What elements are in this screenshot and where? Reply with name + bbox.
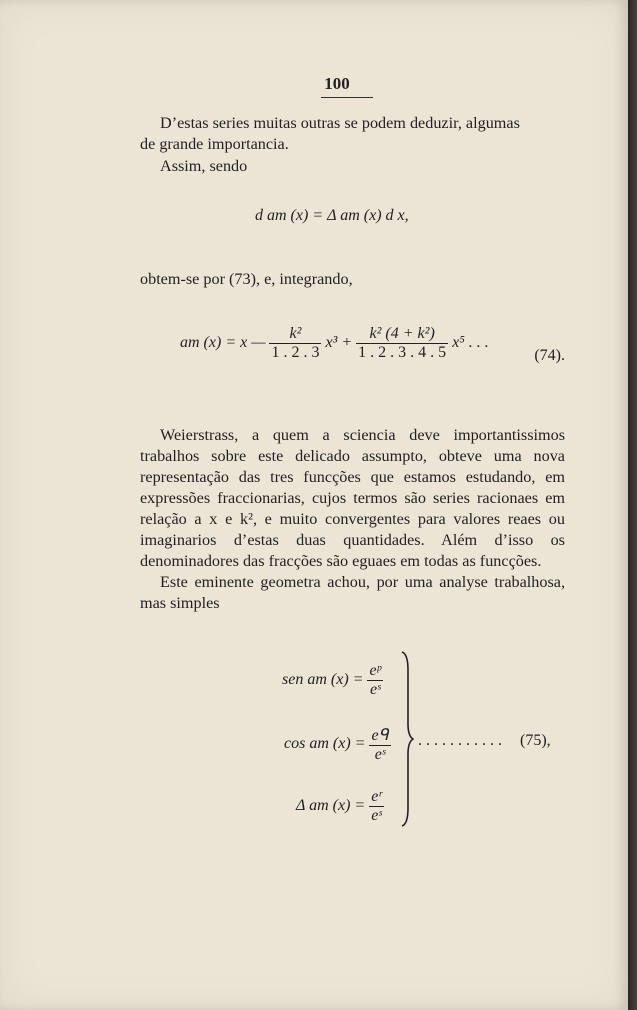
equation-75-label: (75), bbox=[520, 732, 551, 749]
eq74-x3-term: x³ + bbox=[325, 334, 353, 352]
paragraph-3: obtem-se por (73), e, integrando, bbox=[140, 270, 353, 288]
eq75-delta-numerator: eʳ bbox=[371, 788, 382, 805]
eq75-delta-fraction bbox=[369, 788, 384, 825]
page-number-rule bbox=[321, 97, 373, 98]
paragraph-1-line-2: de grande importancia. bbox=[140, 135, 289, 153]
equation-differential: d am (x) = Δ am (x) d x, bbox=[255, 207, 409, 224]
eq75-delta-denominator: eˢ bbox=[371, 807, 382, 824]
eq75-sen-line bbox=[282, 662, 383, 699]
eq75-cos-denominator: eˢ bbox=[374, 746, 386, 763]
equation-75 bbox=[270, 650, 570, 830]
eq74-fraction-1 bbox=[269, 325, 321, 362]
page-number: 100 bbox=[324, 74, 350, 93]
eq74-lhs: am (x) = x — bbox=[180, 334, 266, 352]
eq75-sen-numerator: eᵖ bbox=[369, 662, 382, 679]
paragraph-1 bbox=[140, 113, 565, 155]
eq74-tail: x⁵ . . . bbox=[452, 334, 489, 352]
eq75-cos-line bbox=[284, 725, 391, 764]
eq75-sen-fraction bbox=[367, 662, 383, 699]
eq74-fraction-1-numerator: k² bbox=[269, 325, 321, 344]
eq75-cos-numerator: eᑫ bbox=[371, 727, 389, 744]
paragraph-4-continuation: Este eminente geometra achou, por uma analyse trabalhosa, mas simples bbox=[140, 573, 565, 612]
equation-74-label: (74). bbox=[534, 347, 565, 364]
eq74-fraction-2-numerator: k² (4 + k²) bbox=[356, 325, 448, 344]
eq75-dots: . . . . . . . . . . . bbox=[418, 732, 502, 749]
book-edge bbox=[628, 0, 637, 1010]
eq75-sen-denominator: eˢ bbox=[370, 681, 381, 698]
eq74-fraction-1-denominator: 1 . 2 . 3 bbox=[271, 344, 320, 361]
eq75-cos-fraction bbox=[369, 725, 390, 764]
eq74-fraction-2-denominator: 1 . 2 . 3 . 4 . 5 bbox=[358, 344, 447, 361]
paragraph-1-line-1: D’estas series muitas outras se podem deduzir, algumas bbox=[160, 114, 520, 132]
paragraph-4 bbox=[140, 425, 565, 614]
eq75-sen-lhs: sen am (x) = bbox=[282, 671, 364, 689]
eq75-delta-lhs: Δ am (x) = bbox=[296, 797, 366, 815]
eq75-cos-lhs: cos am (x) = bbox=[284, 735, 366, 753]
eq75-delta-line bbox=[296, 788, 384, 825]
paragraph-2: Assim, sendo bbox=[160, 157, 248, 175]
right-brace bbox=[400, 650, 414, 828]
equation-74 bbox=[180, 325, 565, 385]
paragraph-4-body: Weierstrass, a quem a sciencia deve importantissimos trabalhos sobre este delicado assumpto, obteve uma nova representação das tres funcções que estamos estudando, em expressões fraccionarias, cujos termos são series racionaes em relação a x e k², e muito convergentes para valores reaes ou imaginarios d’estas duas quantidades. Além d’isso os denominadores das fracções são eguaes em todas as funcções. bbox=[140, 426, 565, 570]
eq74-fraction-2 bbox=[356, 325, 448, 362]
